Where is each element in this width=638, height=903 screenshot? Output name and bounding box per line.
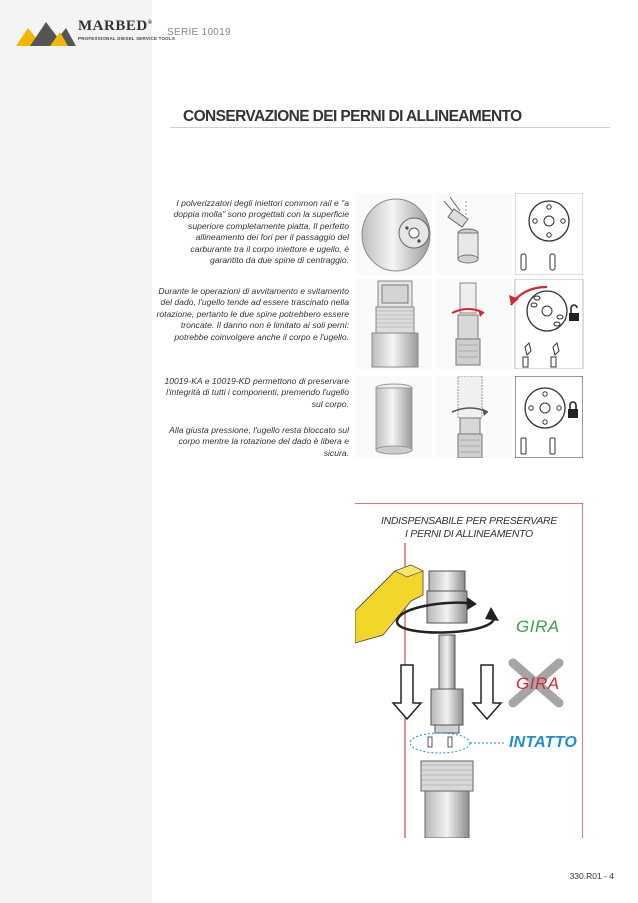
pins-aligned-diagram xyxy=(515,193,583,275)
left-sidebar xyxy=(0,0,152,903)
nut-rotation-diagram xyxy=(436,279,512,369)
brand-tagline: PROFESSIONAL DIESEL SERVICE TOOLS xyxy=(78,36,176,41)
rotates-label: GIRA xyxy=(516,617,560,636)
marbed-logo-icon xyxy=(16,16,76,50)
tool-on-nozzle-diagram xyxy=(436,376,512,458)
nozzle-nut-diagram xyxy=(356,279,432,369)
brand-name: MARBED® xyxy=(78,18,153,34)
page-title: CONSERVAZIONE DEI PERNI DI ALLINEAMENTO xyxy=(183,108,522,125)
callout-title: INDISPENSABILE PER PRESERVARE I PERNI DI ALLINEAMENTO xyxy=(380,515,558,540)
paragraph-tool-preserve: 10019-KA e 10019-KD permettono di preservare l'integrità di tutti i componenti, premendo l'ugello sul corpo. xyxy=(164,376,349,409)
tool-sleeve-diagram xyxy=(356,376,432,458)
nozzle-assembly-diagram xyxy=(436,193,512,275)
series-label: SERIE 10019 xyxy=(167,27,231,38)
paragraph-rotation-damage: Durante le operazioni di avvitamento e svitamento del dado, l'ugello tende ad essere trascinato nella rotazione, pertanto le due spine potrebbero essere troncate. Il danno non è limitato ai soli perni: potrebbe coinvolgere anche il corpo e l'ugello. xyxy=(156,286,349,342)
title-divider xyxy=(170,127,610,128)
rotation-blocked-label: GIRA xyxy=(516,674,560,693)
page-number: 330.R01 - 4 xyxy=(569,871,614,881)
intact-label: INTATTO xyxy=(509,734,578,751)
nozzle-top-diagram xyxy=(356,193,432,275)
pins-sheared-diagram xyxy=(507,279,587,369)
preserve-pins-figure xyxy=(355,503,583,838)
brand-logo xyxy=(16,16,176,52)
paragraph-correct-pressure: Alla giusta pressione, l'ugello resta bloccato sul corpo mentre la rotazione del dado è libera e sicura. xyxy=(169,425,349,458)
pins-locked-diagram xyxy=(515,376,583,458)
paragraph-nozzle-design: I polverizzatori degli iniettori common rail e "a doppia molla" sono progettati con la superficie superiore completamente piatta. Il perfetto allineamento dei fori per il passaggio del carburante tra il corpo iniettore e ugello, è garantito da due spine di centraggio. xyxy=(173,198,349,266)
